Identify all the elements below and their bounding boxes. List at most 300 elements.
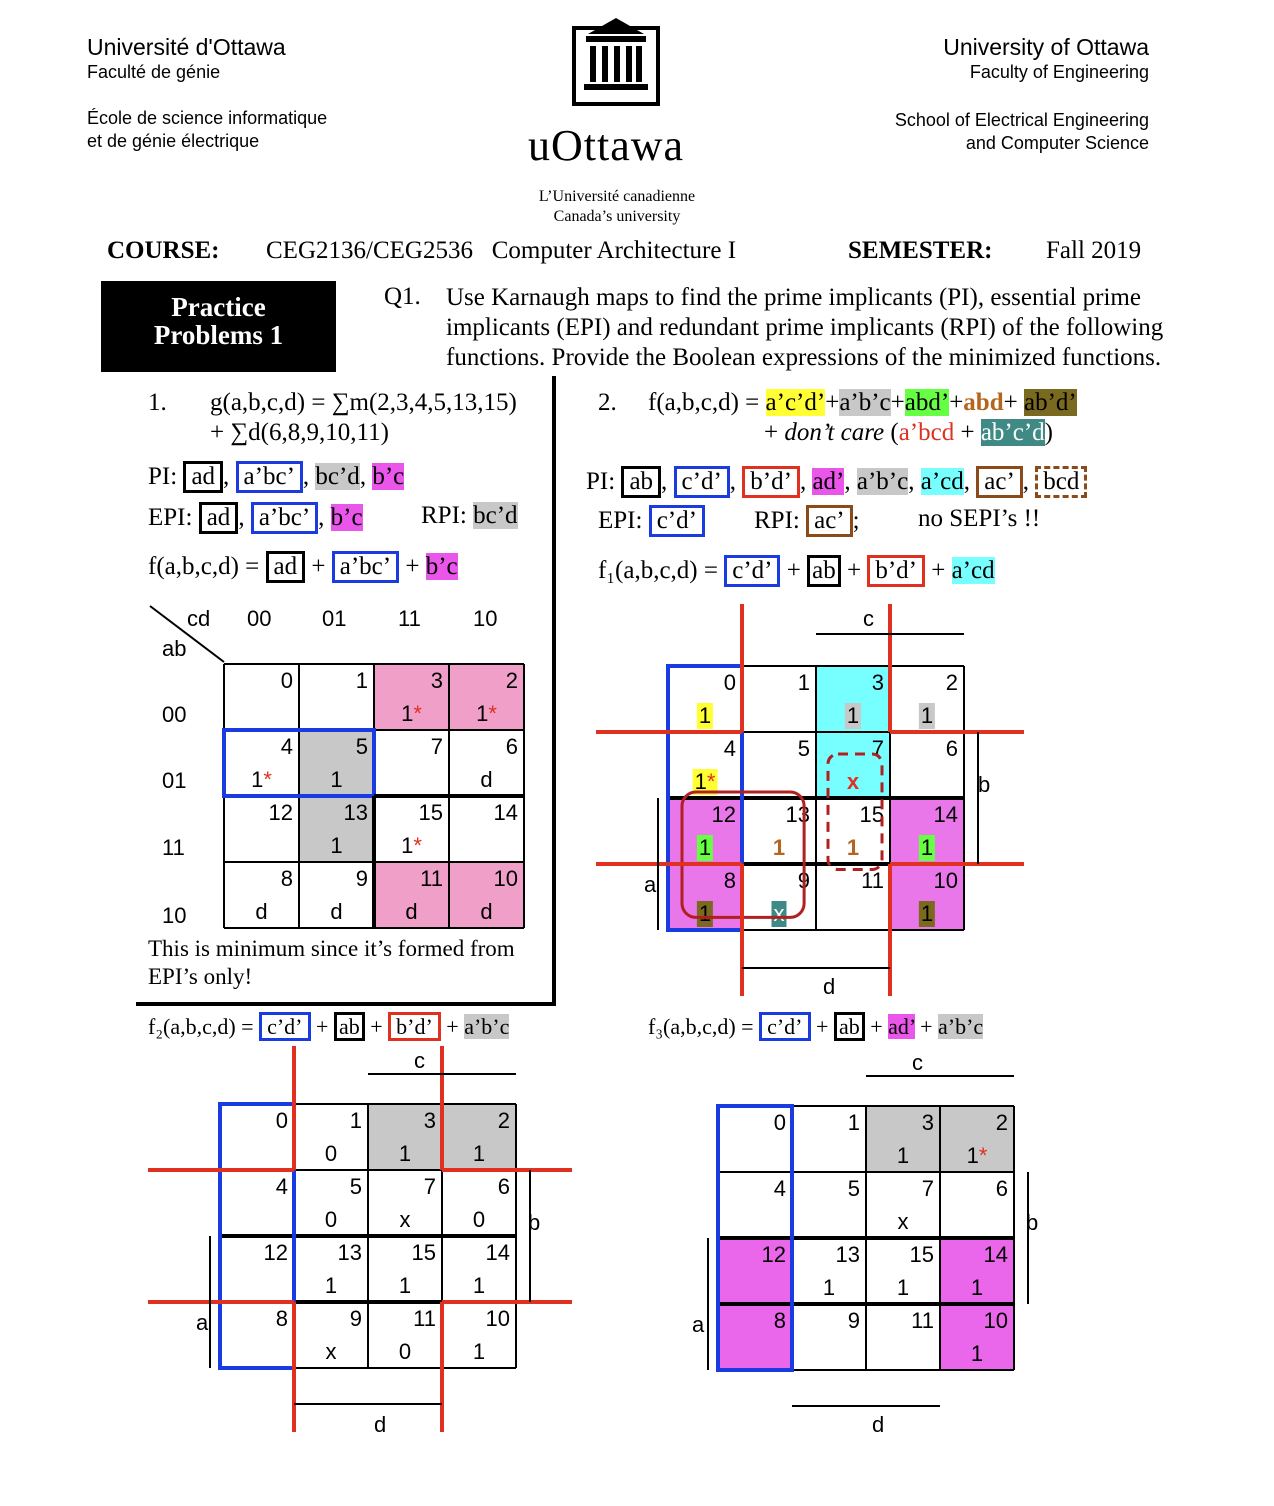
kmap1-cell-8-value: d xyxy=(255,899,268,924)
p2-f1-label: f₁(a,b,c,d) = xyxy=(598,557,718,584)
kmap3-cell-3-index: 3 xyxy=(423,1108,436,1133)
kmap1-cell-6 xyxy=(449,730,524,796)
p2-f3-label: f₃(a,b,c,d) = xyxy=(648,1014,754,1039)
kmap2-cell-4-value: 1* xyxy=(694,769,716,794)
kmap1-cell-4 xyxy=(224,730,299,796)
p2-pi-ac: ac’ xyxy=(976,466,1023,498)
kmap3-cell-2-index: 2 xyxy=(497,1108,510,1133)
kmap1-cell-12 xyxy=(224,796,299,862)
kmap1-cell-5 xyxy=(299,730,374,796)
kmap3-cell-15-index: 15 xyxy=(411,1240,436,1265)
kmap4-cell-14-value: 1 xyxy=(970,1275,984,1300)
kmap2-label-a: a xyxy=(644,872,657,897)
kmap4-label-c: c xyxy=(912,1050,923,1075)
kmap2-cell-10-value: 1 xyxy=(920,901,934,926)
kmap3-cell-4-index: 4 xyxy=(275,1174,288,1199)
kmap4-cell-6-index: 6 xyxy=(995,1176,1008,1201)
kmap4-cell-0-index: 0 xyxy=(773,1110,786,1135)
p2-term-4: abd xyxy=(963,389,1004,416)
semester-value: Fall 2019 xyxy=(1046,237,1142,264)
p1-note-line-1: This is minimum since it’s formed from xyxy=(148,936,515,961)
kmap3-cell-4 xyxy=(220,1170,294,1236)
kmap1-col-10: 10 xyxy=(473,606,498,631)
kmap2-cell-7 xyxy=(816,732,890,798)
kmap4-cell-6 xyxy=(940,1172,1014,1238)
kmap1-col-01: 01 xyxy=(322,606,347,631)
kmap1-essential-star: * xyxy=(413,701,422,726)
p1-epi-ad: ad xyxy=(199,502,239,534)
kmap2-essential-star: * xyxy=(706,769,716,794)
kmap3-cell-7-index: 7 xyxy=(423,1174,436,1199)
kmap1-row-00: 00 xyxy=(162,702,187,727)
kmap4-label-b: b xyxy=(1026,1210,1039,1235)
p1-epi-bc: b’c xyxy=(330,504,363,531)
kmap1-essential-star: * xyxy=(413,833,422,858)
kmap4-cell-2-value: 1* xyxy=(966,1143,988,1168)
kmap3-cell-5 xyxy=(294,1170,368,1236)
p1-f-ad: ad xyxy=(266,551,306,583)
kmap4-label-d: d xyxy=(872,1412,885,1437)
kmap2-cell-12-index: 12 xyxy=(711,802,736,827)
kmap1-row-10: 10 xyxy=(162,903,187,928)
kmap2-cell-0 xyxy=(668,666,742,732)
kmap3-cell-6-value: 0 xyxy=(472,1207,486,1232)
kmap2-cell-12-value: 1 xyxy=(698,835,712,860)
p1-epi-abc: a’bc’ xyxy=(251,502,318,534)
kmap1-cell-7 xyxy=(374,730,449,796)
kmap4-cell-7 xyxy=(866,1172,940,1238)
p2-f2-label: f₂(a,b,c,d) = xyxy=(148,1014,254,1039)
kmap2-cell-5-index: 5 xyxy=(797,736,810,761)
kmap1-cell-15-index: 15 xyxy=(418,800,443,825)
kmap1-cell-14-index: 14 xyxy=(493,800,518,825)
p2-pi-bd: b’d’ xyxy=(742,466,800,498)
kmap2-cell-4 xyxy=(668,732,742,798)
header-right-school-1: School of Electrical Engineering xyxy=(894,110,1149,130)
kmap3-cell-1-value: 0 xyxy=(324,1141,338,1166)
kmap3-cell-9-index: 9 xyxy=(349,1306,362,1331)
p2-term-2: a’b’c xyxy=(839,389,891,416)
section-divider-vertical xyxy=(552,376,556,1006)
p1-pi-ad: ad xyxy=(183,461,223,493)
kmap1-cell-13-value: 1 xyxy=(330,833,343,858)
kmap4-cell-4-index: 4 xyxy=(773,1176,786,1201)
kmap3-cell-11 xyxy=(368,1302,442,1368)
kmap1-cell-4-index: 4 xyxy=(280,734,293,759)
p1-pi-comma-3: , xyxy=(359,463,367,490)
kmap1-cell-13 xyxy=(299,796,374,862)
p1-pi-label: PI: xyxy=(148,463,178,490)
kmap2-cell-2-value: 1 xyxy=(920,703,934,728)
kmap1-cell-5-value: 1 xyxy=(330,767,343,792)
p2-pi-cd: c’d’ xyxy=(674,466,730,498)
kmap4-cell-13-value: 1 xyxy=(822,1275,836,1300)
p2-number: 2. xyxy=(598,389,617,416)
p1-pi-bc: b’c xyxy=(372,463,405,490)
kmap3-cell-5-value: 0 xyxy=(324,1207,338,1232)
p1-f-plus-2: + xyxy=(405,553,420,580)
kmap4-cell-1-index: 1 xyxy=(847,1110,860,1135)
p2-pi-line: PI: ab , c’d’ , b’d’ , ad’, a’b’c, a’cd, ac’ , bcd xyxy=(586,466,1087,498)
p2-term-3: abd’ xyxy=(904,389,950,416)
kmap4-cell-8 xyxy=(718,1304,792,1370)
kmap1-cell-0-index: 0 xyxy=(280,668,293,693)
p2-f2-line: f₂(a,b,c,d) = c’d’ + ab + b’d’ + a’b’c xyxy=(148,1012,509,1041)
kmap1-corner-ab: ab xyxy=(162,636,187,661)
kmap4-cell-13 xyxy=(792,1238,866,1304)
kmap4-cell-12 xyxy=(718,1238,792,1304)
question-text xyxy=(446,283,1163,373)
p1-f-bc: b’c xyxy=(425,553,458,580)
kmap2-cell-1 xyxy=(742,666,816,732)
kmap4-cell-14 xyxy=(940,1238,1014,1304)
kmap1-cell-7-index: 7 xyxy=(430,734,443,759)
kmap1-essential-star: * xyxy=(488,701,497,726)
kmap2-cell-4-index: 4 xyxy=(723,736,736,761)
header-left-university: Université d'Ottawa xyxy=(87,34,286,60)
kmap2-cell-14 xyxy=(890,798,964,864)
p2-f3-term-4: a’b’c xyxy=(938,1014,984,1039)
p2-pi-abc: a’b’c xyxy=(856,468,909,495)
kmap4-cell-10 xyxy=(940,1304,1014,1370)
p2-dc-close: ) xyxy=(1044,419,1053,446)
kmap4-essential-star: * xyxy=(978,1143,988,1168)
kmap2-cell-14-value: 1 xyxy=(920,835,934,860)
p2-f2-term-2: ab xyxy=(334,1012,365,1041)
p2-f2-term-3: b’d’ xyxy=(388,1012,441,1041)
kmap3-cell-9 xyxy=(294,1302,368,1368)
kmap3-cell-13 xyxy=(294,1236,368,1302)
kmap3-cell-6 xyxy=(442,1170,516,1236)
p2-f1-term-2: ab xyxy=(807,555,841,587)
p2-rpi-line xyxy=(754,505,860,537)
banner-line-2: Problems 1 xyxy=(153,320,284,350)
kmap4-cell-7-value: x xyxy=(897,1209,909,1234)
kmap4-cell-2-index: 2 xyxy=(995,1110,1008,1135)
kmap1-cell-3 xyxy=(374,664,449,730)
p1-pi-bcd: bc’d xyxy=(315,463,360,490)
kmap3-label-c: c xyxy=(414,1048,425,1073)
kmap1-cell-13-index: 13 xyxy=(343,800,368,825)
kmap2-cell-13 xyxy=(742,798,816,864)
kmap2-cell-9-value: x xyxy=(773,901,785,926)
kmap2-cell-2-index: 2 xyxy=(945,670,958,695)
kmap4-cell-1 xyxy=(792,1106,866,1172)
semester-label: SEMESTER: xyxy=(848,237,993,264)
kmap4-cell-5-index: 5 xyxy=(847,1176,860,1201)
kmap1-corner-cd: cd xyxy=(187,606,211,631)
p2-dc-1: a’bcd xyxy=(898,419,955,446)
kmap3-label-a: a xyxy=(196,1310,209,1335)
p2-term-1: a’c’d’ xyxy=(765,389,826,416)
kmap1-cell-1-index: 1 xyxy=(355,668,368,693)
p1-equation-line-1: g(a,b,c,d) = ∑m(2,3,4,5,13,15) xyxy=(210,389,517,416)
header-left-faculty: Faculté de génie xyxy=(87,62,221,82)
kmap2-cell-3 xyxy=(816,666,890,732)
kmap1-cell-10-value: d xyxy=(480,899,493,924)
kmap2-cell-10-index: 10 xyxy=(933,868,958,893)
kmap4-cell-4 xyxy=(718,1172,792,1238)
kmap3-cell-7 xyxy=(368,1170,442,1236)
header-right-school-2: and Computer Science xyxy=(965,133,1149,153)
p1-pi-comma-1: , xyxy=(223,463,230,490)
banner-line-1: Practice xyxy=(171,292,266,322)
section-divider-horizontal xyxy=(136,1002,556,1006)
kmap1-cell-2-index: 2 xyxy=(505,668,518,693)
p2-dc-prefix: + xyxy=(764,419,785,446)
kmap4-cell-11-index: 11 xyxy=(911,1308,934,1333)
p2-f3-line: f₃(a,b,c,d) = c’d’ + ab + ad’ + a’b’c xyxy=(648,1012,983,1041)
kmap1-cell-8-index: 8 xyxy=(280,866,293,891)
kmap1-cell-15-value: 1* xyxy=(401,833,422,858)
p2-f-prefix: f(a,b,c,d) = xyxy=(648,389,760,416)
kmap1-cell-4-value: 1* xyxy=(251,767,272,792)
kmap1-cell-8 xyxy=(224,862,299,928)
kmap2-cell-1-index: 1 xyxy=(797,670,810,695)
course-label: COURSE: xyxy=(107,237,220,264)
kmap2-cell-15-value: 1 xyxy=(846,835,860,860)
p1-rpi-label: RPI: xyxy=(421,502,467,529)
p1-function-line xyxy=(148,551,458,583)
kmap2-cell-12 xyxy=(668,798,742,864)
kmap3-cell-2-value: 1 xyxy=(472,1141,486,1166)
kmap2-cell-5 xyxy=(742,732,816,798)
p1-f-abc: a’bc’ xyxy=(332,551,399,583)
kmap3-cell-13-index: 13 xyxy=(337,1240,362,1265)
p1-pi-abc: a’bc’ xyxy=(236,461,303,493)
kmap3-cell-5-index: 5 xyxy=(349,1174,362,1199)
kmap1-col-00: 00 xyxy=(247,606,272,631)
kmap3-label-b: b xyxy=(528,1210,541,1235)
kmap3-cell-12 xyxy=(220,1236,294,1302)
kmap2-label-d: d xyxy=(823,974,836,999)
header-right-faculty: Faculty of Engineering xyxy=(969,62,1149,82)
kmap1-cell-15 xyxy=(374,796,449,862)
p2-dontcare-line xyxy=(764,419,1053,447)
kmap2-cell-6-index: 6 xyxy=(945,736,958,761)
kmap4-cell-12-index: 12 xyxy=(761,1242,786,1267)
logo-tagline-en: Canada’s university xyxy=(553,208,681,225)
kmap1-cell-10-index: 10 xyxy=(493,866,518,891)
p1-epi-comma-2: , xyxy=(318,504,325,531)
kmap3-cell-0 xyxy=(220,1104,294,1170)
p2-f2-term-1: c’d’ xyxy=(259,1012,310,1041)
kmap1-col-11: 11 xyxy=(398,606,421,631)
p2-pi-ad: ad’ xyxy=(812,468,845,495)
kmap4-cell-3-value: 1 xyxy=(896,1143,910,1168)
kmap4-cell-14-index: 14 xyxy=(983,1242,1008,1267)
kmap1-essential-star: * xyxy=(263,767,272,792)
kmap1-row-01: 01 xyxy=(162,768,187,793)
kmap2-cell-7-value: x xyxy=(846,769,860,794)
kmap2-cell-15-index: 15 xyxy=(859,802,884,827)
p2-dc-label: don’t care xyxy=(784,419,885,446)
kmap1-row-11: 11 xyxy=(162,835,185,860)
kmap3-cell-0-index: 0 xyxy=(275,1108,288,1133)
uottawa-wordmark: uOttawa xyxy=(528,121,685,170)
kmap4-label-a: a xyxy=(692,1312,705,1337)
p2-f1-term-4: a’cd xyxy=(951,557,995,584)
kmap3-cell-11-index: 11 xyxy=(413,1306,436,1331)
kmap1-cell-11 xyxy=(374,862,449,928)
kmap1-cell-10 xyxy=(449,862,524,928)
kmap4-cell-15 xyxy=(866,1238,940,1304)
kmap1-cell-9-value: d xyxy=(330,899,343,924)
kmap2-cell-9-index: 9 xyxy=(797,868,810,893)
p1-rpi-line xyxy=(421,502,518,530)
p1-function-label: f(a,b,c,d) = xyxy=(148,553,260,580)
kmap3-cell-14-value: 1 xyxy=(472,1273,486,1298)
header-left-school-1: École de science informatique xyxy=(87,108,328,128)
p1-equation-line-2: + ∑d(6,8,9,10,11) xyxy=(210,419,389,446)
kmap3-cell-8 xyxy=(220,1302,294,1368)
p2-rpi-semicolon: ; xyxy=(852,507,860,534)
p2-function-line: f(a,b,c,d) = a’c’d’+a’b’c+abd’+abd+ ab’d’ xyxy=(648,389,1077,416)
p2-pi-label: PI: xyxy=(586,468,616,495)
kmap4-cell-5 xyxy=(792,1172,866,1238)
question-line-1: Use Karnaugh maps to find the prime implicants (PI), essential prime xyxy=(446,284,1141,311)
kmap4-cell-9-index: 9 xyxy=(847,1308,860,1333)
kmap2-cell-3-value: 1 xyxy=(846,703,860,728)
p2-pi-ab: ab xyxy=(621,466,661,498)
university-building-logo-icon xyxy=(572,10,660,106)
kmap2-cell-8-value: 1 xyxy=(698,901,712,926)
practice-problems-banner xyxy=(101,281,336,372)
p2-f3-term-1: c’d’ xyxy=(759,1012,810,1041)
kmap2-cell-2 xyxy=(890,666,964,732)
p1-number: 1. xyxy=(148,389,167,416)
kmap3-cell-9-value: x xyxy=(325,1339,337,1364)
p2-f3-term-2: ab xyxy=(834,1012,865,1041)
kmap2-cell-0-index: 0 xyxy=(723,670,736,695)
kmap2-cell-3-index: 3 xyxy=(871,670,884,695)
p2-f2-term-4: a’b’c xyxy=(464,1014,510,1039)
kmap3-cell-15 xyxy=(368,1236,442,1302)
kmap1-cell-1 xyxy=(299,664,374,730)
p2-pi-bcd: bcd xyxy=(1035,466,1087,498)
kmap2-cell-13-index: 13 xyxy=(785,802,810,827)
kmap3-cell-3 xyxy=(368,1104,442,1170)
course-value: CEG2136/CEG2536 Computer Architecture I xyxy=(266,237,737,264)
kmap4-cell-15-value: 1 xyxy=(896,1275,910,1300)
p2-f1-term-3: b’d’ xyxy=(867,555,925,587)
kmap1-cell-0 xyxy=(224,664,299,730)
kmap1-cell-9-index: 9 xyxy=(355,866,368,891)
kmap2-cell-13-value: 1 xyxy=(772,835,786,860)
p2-term-5: ab’d’ xyxy=(1023,389,1077,416)
p1-pi-line xyxy=(148,461,404,493)
question-number: Q1. xyxy=(384,283,421,310)
p2-f3-term-3: ad’ xyxy=(888,1014,915,1039)
kmap2-cell-14-index: 14 xyxy=(933,802,958,827)
kmap3-cell-15-value: 1 xyxy=(398,1273,412,1298)
kmap4-cell-10-value: 1 xyxy=(970,1341,984,1366)
kmap2-cell-15 xyxy=(816,798,890,864)
kmap4-cell-7-index: 7 xyxy=(921,1176,934,1201)
kmap1-cell-6-value: d xyxy=(480,767,493,792)
kmap2-cell-11-index: 11 xyxy=(861,868,884,893)
kmap3-cell-10 xyxy=(442,1302,516,1368)
kmap2-label-b: b xyxy=(978,772,991,797)
question-line-2: implicants (EPI) and redundant prime implicants (RPI) of the following xyxy=(446,314,1164,341)
header-left-school-2: et de génie électrique xyxy=(87,131,260,151)
kmap3-cell-2 xyxy=(442,1104,516,1170)
kmap4-cell-2 xyxy=(940,1106,1014,1172)
kmap3-cell-10-value: 1 xyxy=(472,1339,486,1364)
p1-f-plus-1: + xyxy=(311,553,326,580)
p1-pi-comma-2: , xyxy=(302,463,310,490)
kmap2-cell-10 xyxy=(890,864,964,930)
kmap1-cell-12-index: 12 xyxy=(268,800,293,825)
p2-no-sepi: no SEPI’s !! xyxy=(918,505,1041,532)
kmap2-cell-11 xyxy=(816,864,890,930)
kmap3-cell-7-value: x xyxy=(399,1207,411,1232)
kmap4-cell-11 xyxy=(866,1304,940,1370)
p2-f1-term-1: c’d’ xyxy=(724,555,780,587)
kmap4-cell-3 xyxy=(866,1106,940,1172)
p2-rpi-ac: ac’ xyxy=(806,505,853,537)
p2-epi-cd: c’d’ xyxy=(649,505,705,537)
p1-rpi-bcd: bc’d xyxy=(473,502,518,529)
kmap2-cell-7-index: 7 xyxy=(871,736,884,761)
p2-f1-line: f₁(a,b,c,d) = c’d’ + ab + b’d’ + a’cd xyxy=(598,555,995,587)
kmap1-cell-5-index: 5 xyxy=(355,734,368,759)
kmap2-cell-8 xyxy=(668,864,742,930)
p2-dc-2: ab’c’d xyxy=(980,419,1045,446)
kmap3-cell-1 xyxy=(294,1104,368,1170)
kmap1-cell-3-value: 1* xyxy=(401,701,422,726)
kmap1-cell-6-index: 6 xyxy=(505,734,518,759)
kmap2-label-c: c xyxy=(863,606,874,631)
question-line-3: functions. Provide the Boolean expressions of the minimized functions. xyxy=(446,344,1162,371)
kmap1-cell-11-index: 11 xyxy=(420,866,443,891)
p2-dc-open: ( xyxy=(884,419,899,446)
kmap1-cell-3-index: 3 xyxy=(430,668,443,693)
kmap3-cell-12-index: 12 xyxy=(263,1240,288,1265)
p1-epi-comma-1: , xyxy=(238,504,245,531)
p1-note-line-2: EPI’s only! xyxy=(148,964,253,989)
kmap3-cell-6-index: 6 xyxy=(497,1174,510,1199)
kmap3-cell-10-index: 10 xyxy=(485,1306,510,1331)
p1-epi-line xyxy=(148,502,363,534)
kmap1-cell-2-value: 1* xyxy=(476,701,497,726)
kmap2-cell-9 xyxy=(742,864,816,930)
kmap1-cell-14 xyxy=(449,796,524,862)
kmap1-cell-2 xyxy=(449,664,524,730)
p2-epi-label: EPI: xyxy=(598,507,643,534)
kmap3-cell-14 xyxy=(442,1236,516,1302)
kmap4-cell-13-index: 13 xyxy=(835,1242,860,1267)
header-right-university: University of Ottawa xyxy=(943,34,1149,60)
p2-pi-acd: a’cd xyxy=(920,468,964,495)
kmap4-cell-0 xyxy=(718,1106,792,1172)
kmap1-cell-11-value: d xyxy=(405,899,418,924)
p1-note xyxy=(148,935,515,991)
kmap4-cell-8-index: 8 xyxy=(773,1308,786,1333)
p2-dc-plus: + xyxy=(954,419,981,446)
kmap3-cell-11-value: 0 xyxy=(398,1339,412,1364)
p2-epi-line xyxy=(598,505,705,537)
kmap4-cell-3-index: 3 xyxy=(921,1110,934,1135)
kmap4-cell-10-index: 10 xyxy=(983,1308,1008,1333)
logo-tagline-fr: L’Université canadienne xyxy=(538,188,696,205)
p2-rpi-label: RPI: xyxy=(754,507,800,534)
kmap3-cell-1-index: 1 xyxy=(349,1108,362,1133)
p1-epi-label: EPI: xyxy=(148,504,193,531)
kmap2-cell-6 xyxy=(890,732,964,798)
kmap3-cell-3-value: 1 xyxy=(398,1141,412,1166)
kmap4-cell-15-index: 15 xyxy=(909,1242,934,1267)
